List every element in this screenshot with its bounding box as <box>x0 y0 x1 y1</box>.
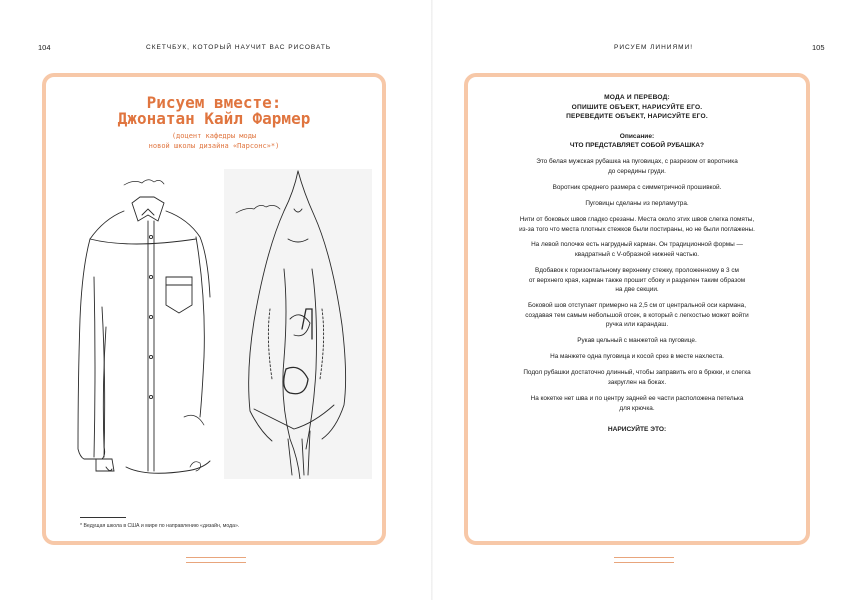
exercise-heading <box>490 93 784 122</box>
paragraph-line: для крючка. <box>619 404 655 412</box>
paragraph-line: до середины груди. <box>608 167 666 175</box>
paragraph-line: Воротник среднего размера с симметричной прошивкой. <box>552 183 722 191</box>
description-label: Описание: <box>619 132 655 140</box>
footnote-rule <box>80 517 126 518</box>
paragraph-line: закруглен на боках. <box>607 378 667 386</box>
paragraph-line: создавая тем самым небольшой отсек, в который с легкостью может войти <box>525 311 749 319</box>
paragraph-line: Подол рубашки достаточно длинный, чтобы заправить его в брюки, и слегка <box>523 369 751 377</box>
paragraph-line: На манжете одна пуговица и косой срез в месте нахлеста. <box>550 353 724 361</box>
left-frame <box>42 73 386 545</box>
paragraph-line: Это белая мужская рубашка на пуговицах, с разрезом от воротника <box>536 158 738 166</box>
description-paragraph <box>490 240 784 259</box>
title-line-2: Джонатан Кайл Фармер <box>117 109 311 128</box>
paragraph-line: на две секции. <box>615 286 659 294</box>
right-page-number: 105 <box>812 43 825 52</box>
description-paragraph <box>490 266 784 295</box>
description-paragraph <box>490 394 784 413</box>
right-bottom-ornament <box>614 557 674 563</box>
description-paragraph <box>490 183 784 193</box>
paragraph-line: Нити от боковых швов гладко срезаны. Места около этих швов слегка помяты, <box>519 215 755 223</box>
description-heading <box>490 132 784 151</box>
left-page-number: 104 <box>38 43 51 52</box>
description-paragraph <box>490 199 784 209</box>
paragraph-line: На левой полочке есть нагрудный карман. Он традиционной формы — <box>531 241 743 249</box>
right-running-header: РИСУЕМ ЛИНИЯМИ! <box>614 44 694 51</box>
title-line-1: Рисуем вместе: <box>146 93 282 112</box>
description-paragraph <box>490 301 784 330</box>
subtitle-line-1: (доцент кафедры моды <box>171 132 257 140</box>
description-paragraph <box>490 157 784 176</box>
draw-prompt: НАРИСУЙТЕ ЭТО: <box>607 426 667 434</box>
description-paragraph <box>490 352 784 362</box>
paragraph-line: ручка или карандаш. <box>605 321 669 329</box>
description-question: ЧТО ПРЕДСТАВЛЯЕТ СОБОЙ РУБАШКА? <box>569 142 705 150</box>
paragraph-line: квадратный с V-образной нижней частью. <box>574 251 700 259</box>
page-gutter <box>431 0 433 600</box>
left-bottom-ornament <box>186 557 246 563</box>
paragraph-line: Пуговицы сделаны из перламутра. <box>585 199 689 207</box>
paragraph-line: Рукав цельный с манжетой на пуговице. <box>577 337 697 345</box>
left-running-header: СКЕТЧБУК, КОТОРЫЙ НАУЧИТ ВАС РИСОВАТЬ <box>146 44 332 51</box>
page-title <box>46 95 382 127</box>
paragraph-line: от верхнего края, карман также прошит сбоку и разделен таким образом <box>528 276 746 284</box>
hanging-shirt-sketch <box>224 169 372 479</box>
footnote: * Ведущая школа в США и мире по направлению «дизайн, мода». <box>80 523 240 529</box>
heading-line: МОДА И ПЕРЕВОД: <box>604 94 670 101</box>
paragraph-line: из-за того что места плотных стежков были постираны, но не были поглажены. <box>519 225 755 233</box>
right-frame <box>464 73 810 545</box>
subtitle-line-2: новой школы дизайна «Парсонс»*) <box>148 142 280 150</box>
right-page-body <box>490 93 784 435</box>
paragraph-line: Боковой шов отступает примерно на 2,5 см от центральной оси кармана, <box>527 302 747 310</box>
paragraph-line: На кокетке нет шва и по центру задней ее части расположена петелька <box>530 394 744 402</box>
description-paragraph <box>490 215 784 234</box>
description-paragraph <box>490 368 784 387</box>
shirt-sketch <box>66 167 216 487</box>
heading-line: ОПИШИТЕ ОБЪЕКТ, НАРИСУЙТЕ ЕГО. <box>571 103 703 111</box>
paragraph-line: Вдобавок к горизонтальному верхнему стежку, проложенному в 3 см <box>535 267 739 275</box>
heading-line: ПЕРЕВЕДИТЕ ОБЪЕКТ, НАРИСУЙТЕ ЕГО. <box>566 113 708 121</box>
page-subtitle <box>46 131 382 151</box>
description-paragraph <box>490 336 784 346</box>
